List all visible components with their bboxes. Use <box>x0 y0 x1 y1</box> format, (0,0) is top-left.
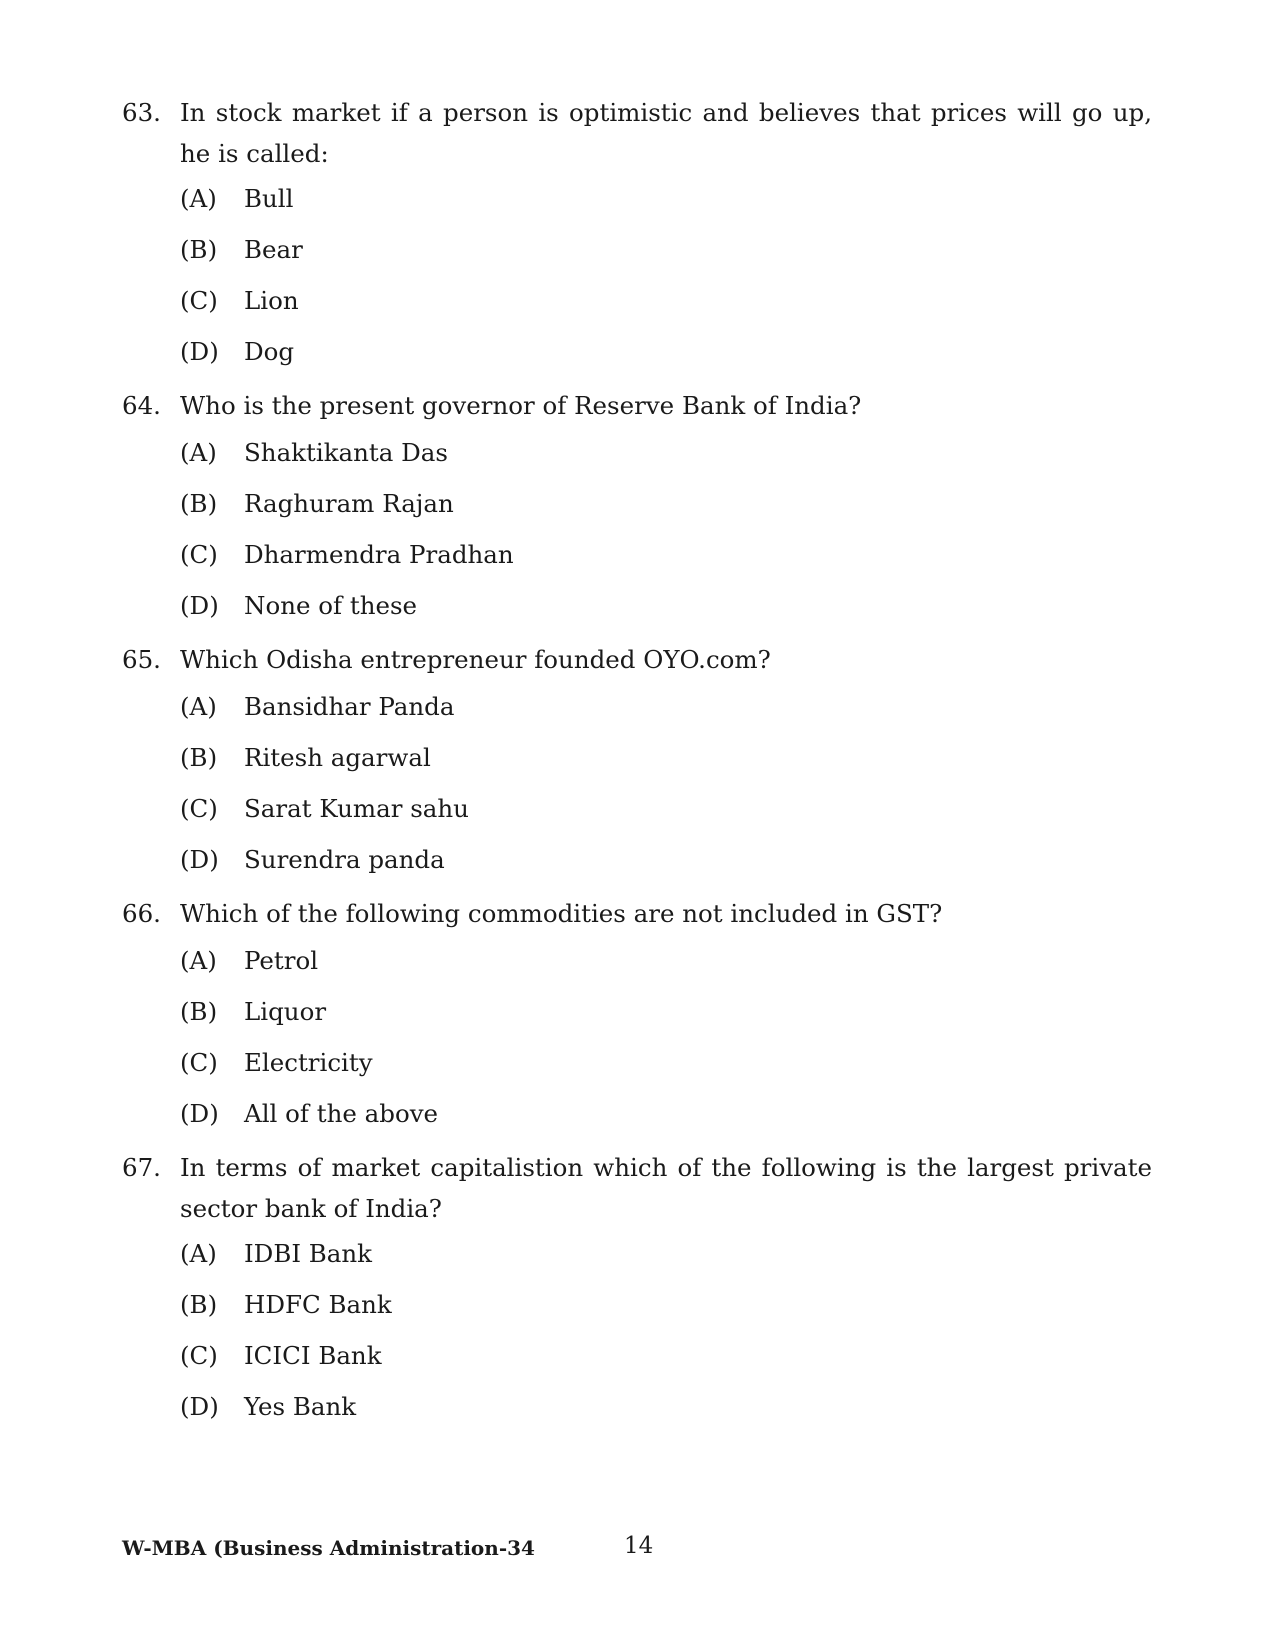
option-text: Lion <box>244 286 299 315</box>
option-label: (C) <box>180 286 218 315</box>
question-65 <box>122 639 1152 680</box>
option-64-c <box>180 540 514 569</box>
option-text: ICICI Bank <box>244 1341 382 1370</box>
option-label: (A) <box>180 184 217 213</box>
option-label: (C) <box>180 794 218 823</box>
option-66-a <box>180 946 318 975</box>
option-text: HDFC Bank <box>244 1290 392 1319</box>
question-67 <box>122 1147 1152 1229</box>
option-label: (C) <box>180 1048 218 1077</box>
option-label: (B) <box>180 489 218 518</box>
option-63-d <box>180 337 294 366</box>
option-65-b <box>180 743 431 772</box>
option-label: (B) <box>180 743 218 772</box>
option-label: (C) <box>180 1341 218 1370</box>
option-text: Electricity <box>244 1048 373 1077</box>
option-label: (D) <box>180 1099 219 1128</box>
option-65-c <box>180 794 469 823</box>
option-66-c <box>180 1048 373 1077</box>
option-text: Raghuram Rajan <box>244 489 454 518</box>
question-number: 67. <box>122 1153 161 1182</box>
option-66-b <box>180 997 326 1026</box>
option-text: Bull <box>244 184 294 213</box>
option-65-d <box>180 845 445 874</box>
option-63-a <box>180 184 293 213</box>
question-number: 66. <box>122 899 161 928</box>
option-label: (D) <box>180 845 219 874</box>
option-text: Yes Bank <box>244 1392 357 1421</box>
option-66-d <box>180 1099 438 1128</box>
option-label: (A) <box>180 946 217 975</box>
option-text: Petrol <box>244 946 319 975</box>
option-text: None of these <box>244 591 418 620</box>
option-text: Bear <box>244 235 303 264</box>
question-64 <box>122 385 1152 426</box>
option-text: Dharmendra Pradhan <box>244 540 514 569</box>
footer-exam-code: W-MBA (Business Administration-34 <box>122 1536 535 1560</box>
option-67-a <box>180 1239 372 1268</box>
option-64-a <box>180 438 448 467</box>
question-66 <box>122 893 1152 934</box>
page-number: 14 <box>624 1533 654 1559</box>
option-67-b <box>180 1290 392 1319</box>
option-label: (D) <box>180 591 219 620</box>
option-label: (B) <box>180 1290 218 1319</box>
question-number: 64. <box>122 391 161 420</box>
option-text: Sarat Kumar sahu <box>244 794 469 823</box>
option-text: All of the above <box>244 1099 439 1128</box>
option-label: (D) <box>180 337 219 366</box>
option-text: Ritesh agarwal <box>244 743 431 772</box>
option-text: IDBI Bank <box>244 1239 373 1268</box>
option-text: Liquor <box>244 997 327 1026</box>
option-64-d <box>180 591 417 620</box>
question-text: Who is the present governor of Reserve Bank of India? <box>180 391 862 420</box>
question-text: Which of the following commodities are not included in GST? <box>180 899 943 928</box>
option-label: (A) <box>180 692 217 721</box>
option-text: Dog <box>244 337 295 366</box>
question-text: In terms of market capitalistion which of the following is the largest private sector bank of India? <box>180 1153 1152 1223</box>
option-label: (C) <box>180 540 218 569</box>
option-67-d <box>180 1392 356 1421</box>
question-63 <box>122 92 1152 174</box>
option-label: (B) <box>180 235 218 264</box>
option-label: (A) <box>180 438 217 467</box>
option-65-a <box>180 692 454 721</box>
option-64-b <box>180 489 454 518</box>
option-label: (A) <box>180 1239 217 1268</box>
option-label: (B) <box>180 997 218 1026</box>
option-text: Bansidhar Panda <box>244 692 455 721</box>
option-label: (D) <box>180 1392 219 1421</box>
option-63-b <box>180 235 303 264</box>
option-text: Surendra panda <box>244 845 445 874</box>
question-text: In stock market if a person is optimistic and believes that prices will go up, he is called: <box>180 98 1152 168</box>
option-67-c <box>180 1341 382 1370</box>
question-number: 63. <box>122 98 161 127</box>
question-number: 65. <box>122 645 161 674</box>
option-text: Shaktikanta Das <box>244 438 448 467</box>
question-text: Which Odisha entrepreneur founded OYO.com? <box>180 645 771 674</box>
option-63-c <box>180 286 299 315</box>
